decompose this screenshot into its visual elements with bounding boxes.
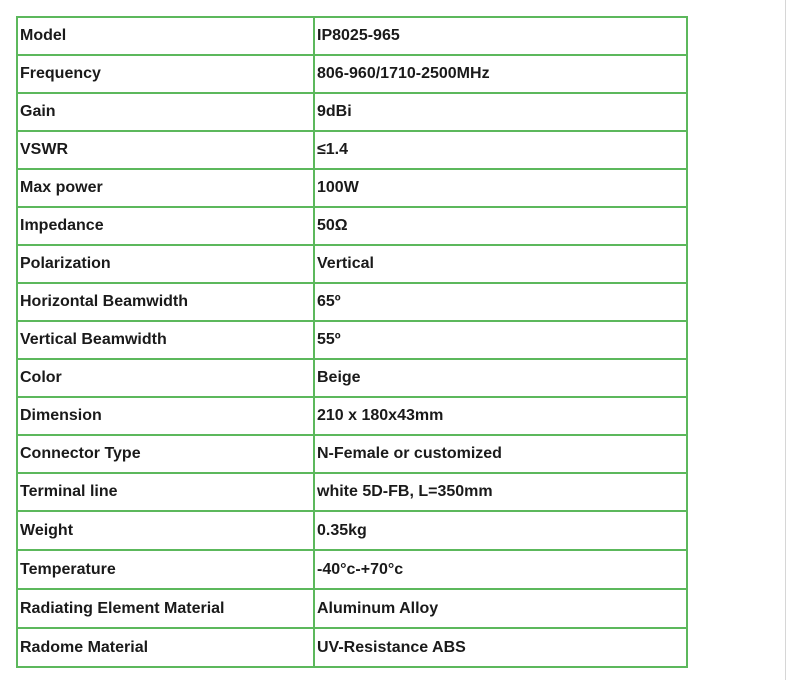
spec-label: Terminal line [17, 473, 314, 511]
spec-value: Beige [314, 359, 687, 397]
spec-label: Radome Material [17, 628, 314, 667]
spec-value: UV-Resistance ABS [314, 628, 687, 667]
table-row [17, 131, 687, 169]
spec-value: 55º [314, 321, 687, 359]
spec-label: Polarization [17, 245, 314, 283]
table-row [17, 589, 687, 628]
table-row [17, 359, 687, 397]
spec-label: Weight [17, 511, 314, 550]
table-row [17, 245, 687, 283]
spec-value: -40°c-+70°c [314, 550, 687, 589]
table-row [17, 550, 687, 589]
spec-label: Temperature [17, 550, 314, 589]
spec-value: N-Female or customized [314, 435, 687, 473]
spec-value: IP8025-965 [314, 17, 687, 55]
spec-label: Dimension [17, 397, 314, 435]
spec-value: Aluminum Alloy [314, 589, 687, 628]
spec-label: Radiating Element Material [17, 589, 314, 628]
table-row [17, 628, 687, 667]
table-row [17, 93, 687, 131]
spec-label: Gain [17, 93, 314, 131]
spec-label: Horizontal Beamwidth [17, 283, 314, 321]
spec-table [16, 16, 688, 668]
spec-label: Frequency [17, 55, 314, 93]
spec-value: 9dBi [314, 93, 687, 131]
spec-value: 806-960/1710-2500MHz [314, 55, 687, 93]
spec-label: Model [17, 17, 314, 55]
spec-label: Connector Type [17, 435, 314, 473]
spec-value: 50Ω [314, 207, 687, 245]
table-row [17, 511, 687, 550]
table-row [17, 397, 687, 435]
table-row [17, 207, 687, 245]
table-row [17, 169, 687, 207]
spec-value: 65º [314, 283, 687, 321]
spec-label: Color [17, 359, 314, 397]
table-row [17, 283, 687, 321]
table-row [17, 321, 687, 359]
spec-value: 100W [314, 169, 687, 207]
spec-value: 210 x 180x43mm [314, 397, 687, 435]
spec-label: Max power [17, 169, 314, 207]
spec-value: white 5D-FB, L=350mm [314, 473, 687, 511]
spec-value: ≤1.4 [314, 131, 687, 169]
table-row [17, 473, 687, 511]
spec-label: Impedance [17, 207, 314, 245]
table-row [17, 435, 687, 473]
spec-value: 0.35kg [314, 511, 687, 550]
table-row [17, 55, 687, 93]
table-row [17, 17, 687, 55]
spec-label: VSWR [17, 131, 314, 169]
spec-label: Vertical Beamwidth [17, 321, 314, 359]
spec-value: Vertical [314, 245, 687, 283]
